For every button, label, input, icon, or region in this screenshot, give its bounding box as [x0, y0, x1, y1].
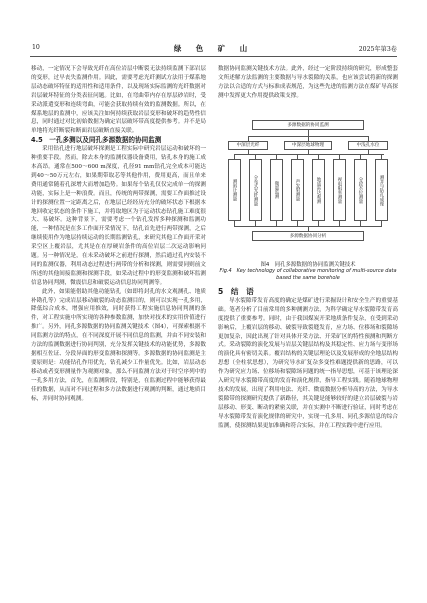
paragraph: 导水裂隙带发育高度的确定是煤矿进行采掘设计和安全生产的重要基础。笔者分析了目前常用的多种测测方法，为科学确定导水裂隙带发育高度提供了重要参考。同时，由于我国煤炭开采地质条件复杂，在受到采动影响后，上覆岩层的移动、破裂导致裂缝发育，应力场、位移场和裂隙场更加复杂，因此出现了针对具体开采方法、开采矿区的特性预测和判断方式。采动裂隙的演化发展与岩层关键层结构及其稳定性、应力场与变形场的演化具有密切关系。覆岩结构的关键层理论以及发展形成的全地层结构思想（全柱状思想），为研究导水矿复杂多变性难题提供新的思路，可以作为研究应力场、位移场和裂隙场问题的统一指导思想，可基于该理论深入研究导水裂隙带高度的发育和演化规律，指导工程实践。随着地球物理技术的发展，出现了利用电法、光纤、微震数据分析导高的方法，为导水裂隙带的探测研究提供了新路径，其关键是能够较好的建立岩层破裂与岩层移动、形变、断动的紧密关联，并在实测中不断进行验证，同时考虑在导水裂隙带发育演化规律的研究中，实现一孔多用、同孔多源信息的综合监测，使探测结果更加准确和符合实际，并在工程实践中进行应用。 [218, 297, 398, 429]
diagram-mid-box: 中浅孔水位 [348, 141, 388, 150]
figure-caption-english: Fig.4 Key technology of collaborative monitoring of multi-source data based the same borehole [219, 268, 397, 281]
paragraph: 移动，一定情况下会导致光纤在高位岩层中断裂无法持续监测下部岩层的变形，过早丧失监测作用。因此，需要考虑光纤测试方法用于煤系地层动态破坏特征的适用性和适用条件，以及现场实际监测的光纤数据对岩层破坏特征的分类表征问题。比如，在弯曲带内存在厚层砂岩时，受采动派遣变形和连续弯曲，可能会获取持续有效的监测数据。所以，在煤系地层的监测中，应该关注如何持续获取岩层变形和破坏的趋势性信息，同时通过对比初始数据为确定岩层破坏带高度提供参考。并不是局单地将光纤断裂和断面岩层破断直接关联。 [31, 66, 206, 135]
header-rule [30, 56, 397, 57]
paragraph: 数据协同监测关键技术方法。此外，经过一定阶段持续的研究，形成整套文所述解方法监测的主要数据与导水裂隙的关系，也应该尝试将新的探测方法以合适的方式与标准成表规范，为这些先进的监测方法在煤矿导高探测中发挥更大作用提供政策支撑。 [218, 66, 398, 99]
diagram-leaf-box: 地质雷达观测 [312, 159, 325, 221]
figure-caption: 图4 同孔多源数据的协同监测关键技术 [260, 262, 356, 268]
diagram-leaf-box: 分布式光纤测量 [249, 159, 262, 221]
diagram-mid-box: 中深层地球物理 [284, 141, 332, 150]
figure-diagram [222, 118, 394, 248]
diagram-leaf-box: 声发射测量 [291, 159, 304, 221]
paragraph: 此外，如果能借助其他功能钻孔（如即将封孔的水文观测孔、地质补勘孔等）完成岩层移动破裂的动态监测目的，则可以实现一孔多用，降低综合成本，增强应用推效，同时获得工程实施信息协同判测的条件，对工程实施中所实现的各种参数监测，加快对技术的实用价值进行推广。另外，同孔多源数据的协同监测关键技术（图4），可探索根据不同监测方法的特点，在不同深度开展不同信息的监测，并由不同安装和方法的监测数据进行协同判别，充分发挥关键技术的功能优势，多源数据相互佐证、分段异面的形变监测和探测等。多源数据的协同监测是主要原则是：功能钻孔作用优先，钻孔减少工作量优先。比如，岩层动态移动或者变形测量作为观测对象，那么不同监测方法对于时空序列中的一孔多用方法，首先，在监测阶段，特别是，在监测过程中能够获得最佳的数据，从而对不同过程和多方法数据进行观测的判断，通过地质目标，并同时协同观测。 [31, 288, 206, 402]
issue-label: 2025年第3卷 [358, 46, 397, 53]
right-column-lower [218, 288, 398, 431]
diagram-leaf-box: 微震监测 [270, 159, 283, 221]
journal-title: 绿 色 矿 山 [173, 44, 254, 53]
left-column [31, 65, 206, 403]
diagram-leaf-box: 测井与钻孔成像 [375, 159, 388, 221]
diagram-leaf-box: 测斜计测量 [228, 159, 241, 221]
diagram-mid-box: 中深层光纤 [228, 141, 268, 150]
paragraph: 采用钻孔进行地层破坏探测是工程实际中研究岩层运动和破坏的一种重要手段。然而，除去本身的监测仪器设备费用，钻孔本身的施工成本高昂。通常在500～600 m深度，孔径91 mm钻孔完全成本可能达到40～50万元左右，如果期带取芯等其他作用，费用更高，而且单来费用通常随着孔深增大而增加趋势。如果每个钻孔仅仅完成单一的探测功能，实际上是一种浪费。而且，传统的两带探测，需要工作面推过设计的探测位置一定距离之后，在地层已经经历充分的破坏状态下根据本地回收定状态的条件下施工，并将取地区为于运动状态钻孔施工难度很大、易破坏。这种背景下，需要考虑一个钻孔发挥多种探测和监测功能，一种情况是在多工作面开采情况下，钻孔首先进行两带探测，之后继续使用作为地层持续运动的长期监测钻孔，来研究其他工作面开采对采空区上覆岩层，尤其是在在厚硬岩条件的高位岩层二次运动影响问题。另一种情况是，在未采动破坏之前进行探测，然后通过孔内安装不同的监测仪器，利用动态过程进行两带的分析和探测，则需要同则前文所述的其他间接监测和探测手段，如采动过程中的形变监测和破坏监测信息协同判测，微震信息和破裂运动信息协同判测等。 [31, 146, 206, 286]
diagram-leaf-box: 视电阻率测量 [333, 159, 346, 221]
page-number: 10 [32, 44, 40, 51]
section-heading: 4.5 一孔多测以及同孔多源数据的协同监测 [31, 136, 162, 145]
diagram-leaf-box: 分段水位测量 [354, 159, 367, 221]
section-heading: 5 结 语 [218, 287, 254, 296]
diagram-top-box: 多源数据的协同监测 [252, 120, 364, 130]
right-column [218, 65, 398, 101]
diagram-bottom-box: 多源数据协同分析 [252, 231, 364, 241]
